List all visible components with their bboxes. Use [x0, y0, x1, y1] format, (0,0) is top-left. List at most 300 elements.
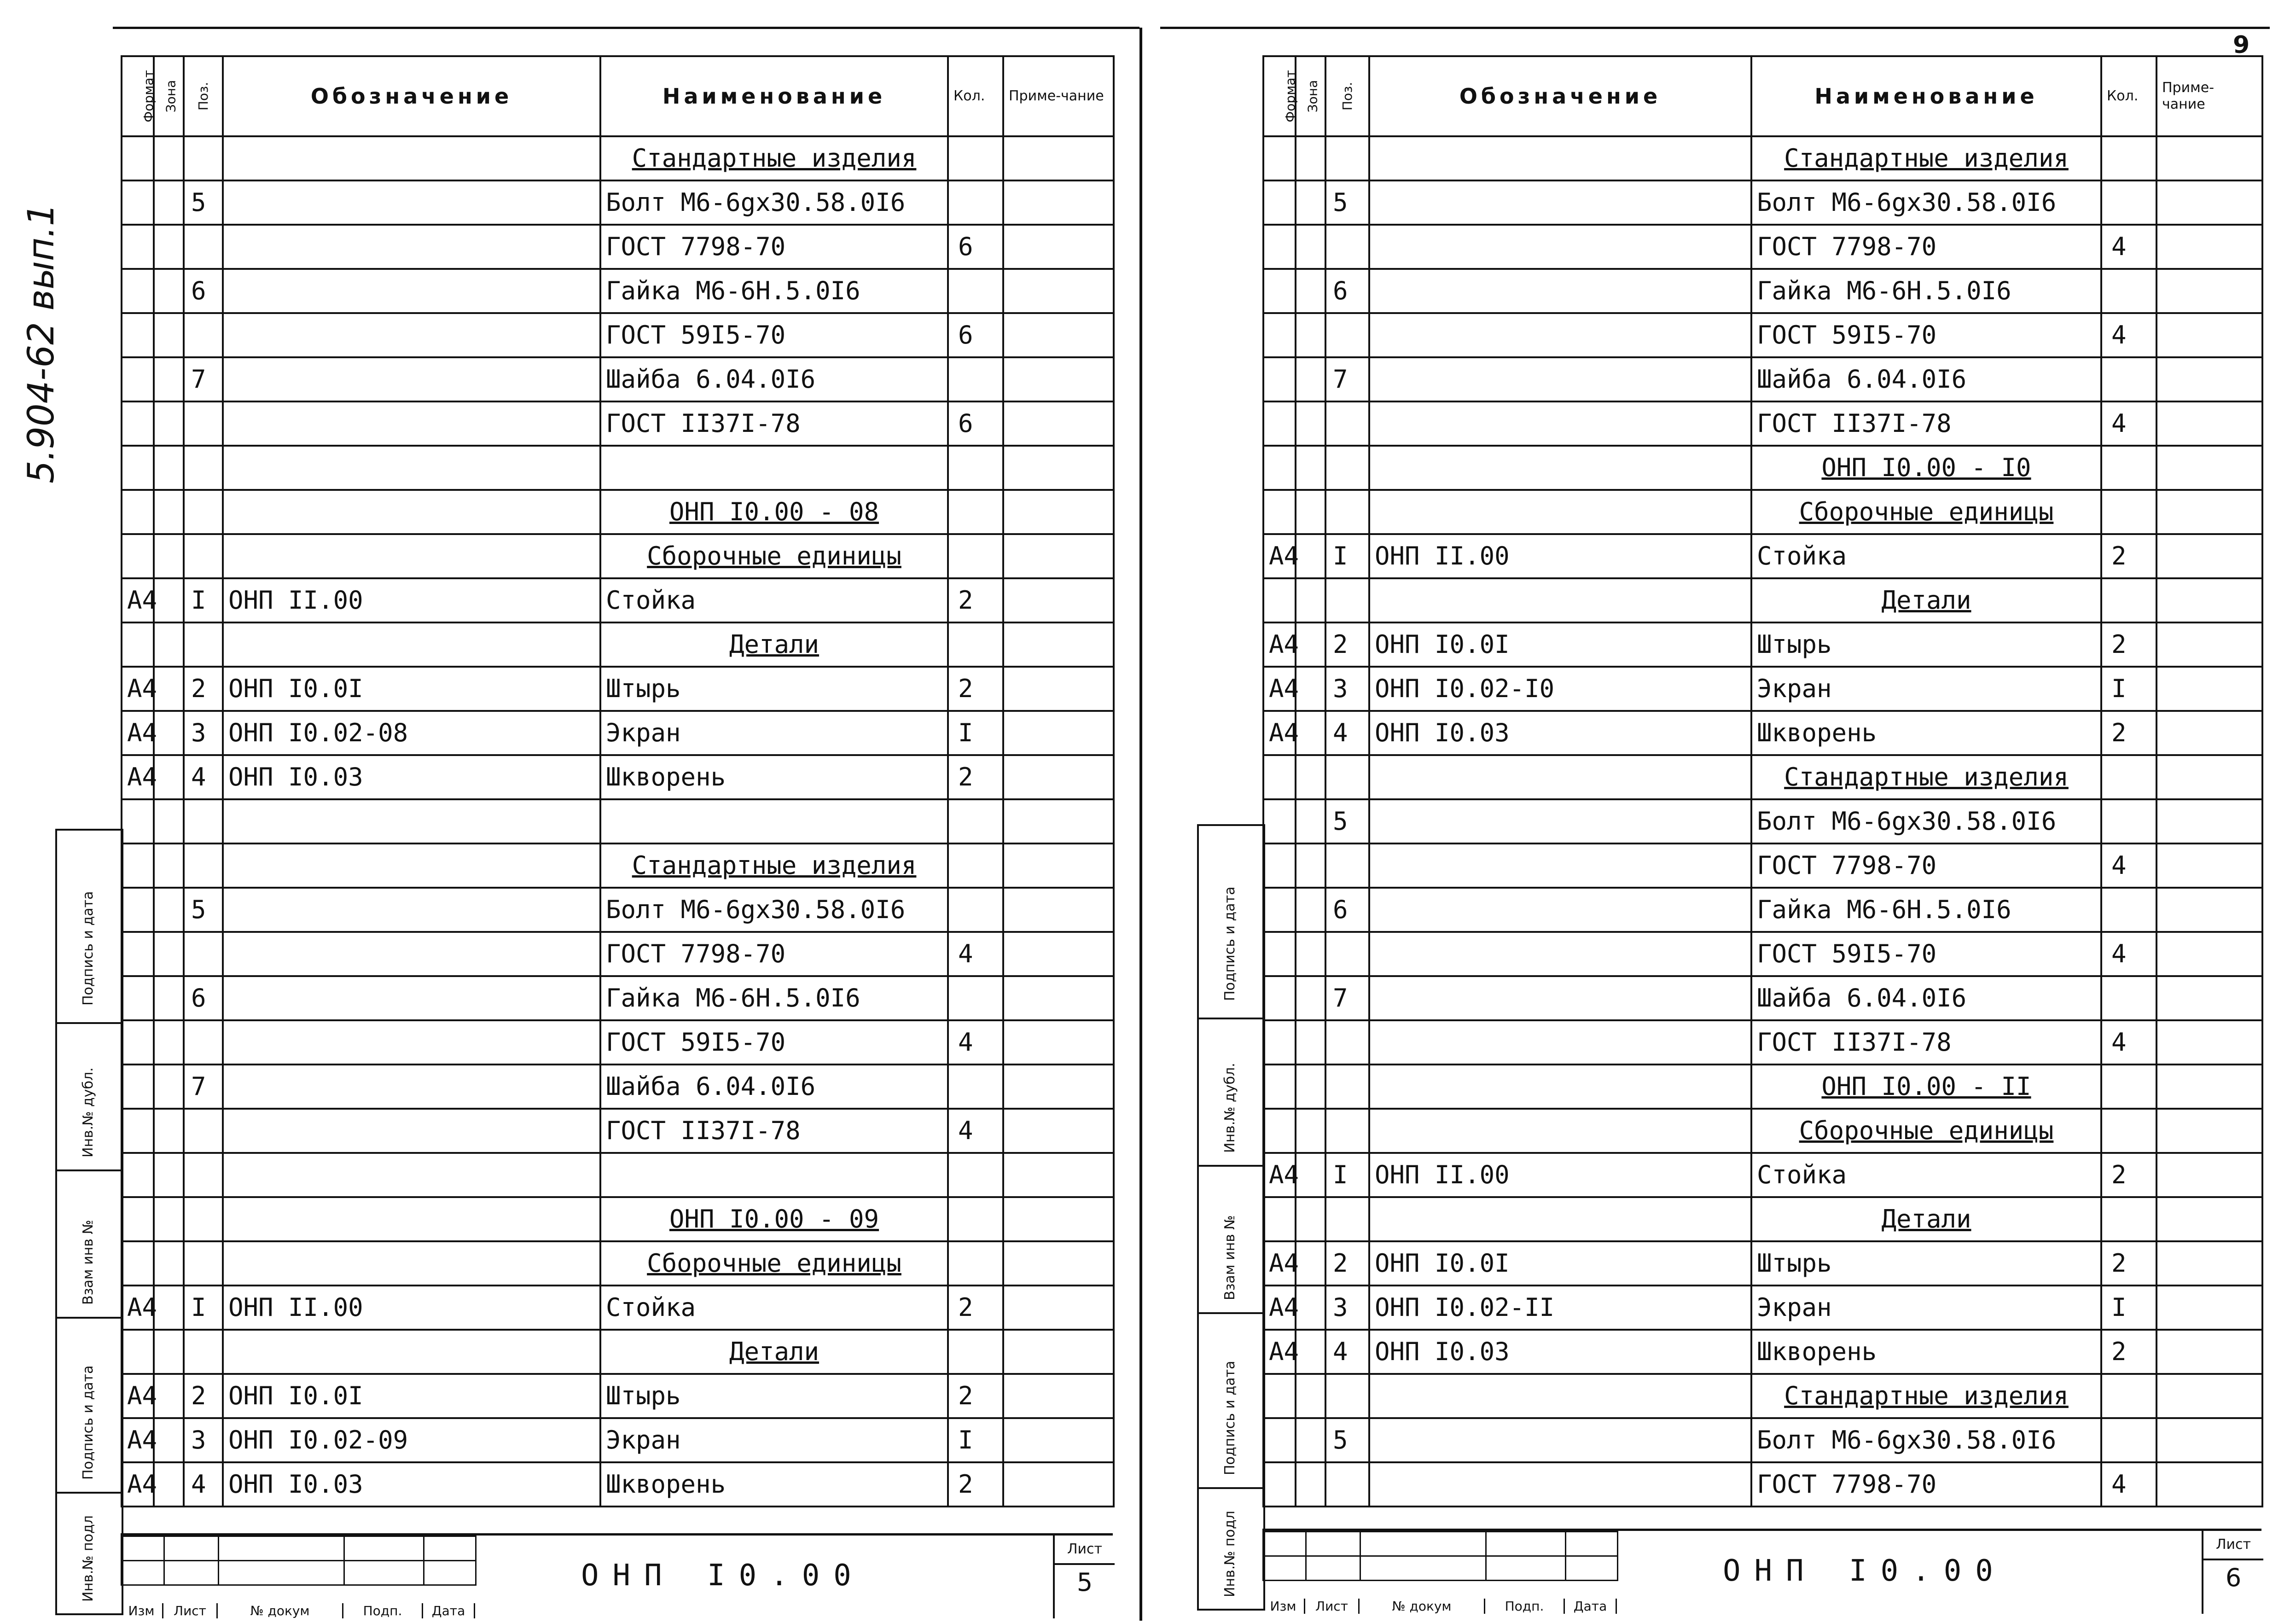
cell-designation: ОНП I0.02-I0	[1369, 667, 1751, 711]
cell-format	[1263, 225, 1296, 269]
cell-name: Детали	[600, 1330, 948, 1374]
cell-designation	[223, 1153, 600, 1197]
side-cell-inv-podl	[57, 1494, 122, 1610]
cell-zone	[1296, 1241, 1325, 1286]
cell-note	[1003, 1241, 1114, 1286]
cell-name: ГОСТ 7798-70	[600, 225, 948, 269]
spec-row	[1263, 180, 2262, 225]
cell-pos: 7	[1325, 976, 1369, 1020]
cell-pos	[1325, 578, 1369, 622]
cell-qty: 6	[948, 225, 1003, 269]
spec-row	[122, 932, 1114, 976]
cell-designation	[223, 1330, 600, 1374]
spec-row	[1263, 136, 2262, 180]
cell-designation	[223, 446, 600, 490]
spec-row	[122, 534, 1114, 578]
cell-note	[2156, 1286, 2262, 1330]
spec-row	[1263, 1330, 2262, 1374]
cell-format	[122, 401, 154, 446]
cell-name: Экран	[1751, 667, 2101, 711]
cell-name	[600, 799, 948, 843]
cell-name: Болт М6-6gx30.58.0I6	[600, 888, 948, 932]
cell-format	[122, 932, 154, 976]
title-block-right	[1262, 1529, 2261, 1614]
cell-designation	[223, 932, 600, 976]
cell-note	[1003, 1374, 1114, 1418]
right-page	[1142, 0, 2296, 1623]
cell-qty	[2101, 269, 2156, 313]
cell-qty	[948, 843, 1003, 888]
stamp-label-izm: Изм	[121, 1603, 163, 1618]
spec-row	[122, 225, 1114, 269]
cell-note	[2156, 711, 2262, 755]
cell-designation	[223, 490, 600, 534]
cell-note	[2156, 1153, 2262, 1197]
cell-note	[2156, 932, 2262, 976]
cell-designation	[1369, 799, 1751, 843]
cell-designation	[1369, 269, 1751, 313]
cell-designation: ОНП I0.02-08	[223, 711, 600, 755]
col-name-header: Наименование	[1751, 56, 2101, 136]
document-code: 5.904-62 вып.1	[21, 203, 62, 483]
cell-name: Гайка М6-6Н.5.0I6	[600, 269, 948, 313]
cell-qty: 6	[948, 313, 1003, 357]
side-cell-vzam-inv	[1199, 1167, 1263, 1314]
cell-zone	[1296, 888, 1325, 932]
cell-zone	[1296, 180, 1325, 225]
cell-qty	[948, 1197, 1003, 1241]
cell-zone	[154, 1065, 184, 1109]
side-cell-sign-date-2	[1199, 1314, 1263, 1489]
cell-format	[122, 1065, 154, 1109]
cell-qty	[948, 357, 1003, 401]
cell-designation	[1369, 136, 1751, 180]
cell-format: А4	[122, 1462, 154, 1507]
cell-designation	[1369, 1374, 1751, 1418]
cell-format	[1263, 843, 1296, 888]
cell-name: Шкворень	[1751, 711, 2101, 755]
cell-pos	[1325, 1462, 1369, 1507]
title-block-left	[121, 1533, 1113, 1618]
cell-zone	[154, 1374, 184, 1418]
cell-note	[2156, 755, 2262, 799]
cell-zone	[154, 136, 184, 180]
cell-name: Экран	[600, 711, 948, 755]
cell-note	[1003, 446, 1114, 490]
cell-pos: 6	[184, 269, 223, 313]
cell-qty: 2	[2101, 711, 2156, 755]
side-label-sign-date-1: Подпись и дата	[1222, 886, 1238, 1001]
cell-name: Стойка	[1751, 534, 2101, 578]
cell-qty	[948, 1241, 1003, 1286]
cell-note	[1003, 976, 1114, 1020]
cell-zone	[1296, 1374, 1325, 1418]
cell-qty	[2101, 799, 2156, 843]
side-label-sign-date-2: Подпись и дата	[1222, 1361, 1238, 1475]
cell-format	[122, 136, 154, 180]
cell-note	[1003, 225, 1114, 269]
col-note-header: Приме-чание	[2156, 56, 2262, 136]
cell-zone	[154, 269, 184, 313]
cell-designation	[1369, 490, 1751, 534]
cell-qty	[948, 136, 1003, 180]
cell-format	[1263, 446, 1296, 490]
cell-format	[122, 843, 154, 888]
cell-name: ГОСТ II37I-78	[600, 401, 948, 446]
side-approval-block	[55, 829, 123, 1615]
cell-zone	[1296, 976, 1325, 1020]
spec-row	[122, 799, 1114, 843]
cell-pos	[184, 1109, 223, 1153]
cell-pos: I	[1325, 1153, 1369, 1197]
cell-format: А4	[122, 755, 154, 799]
cell-designation	[1369, 313, 1751, 357]
cell-zone	[1296, 136, 1325, 180]
cell-pos	[1325, 490, 1369, 534]
cell-note	[1003, 534, 1114, 578]
cell-zone	[1296, 843, 1325, 888]
cell-pos	[184, 843, 223, 888]
cell-format	[1263, 578, 1296, 622]
cell-pos: 5	[1325, 799, 1369, 843]
cell-name: ГОСТ 59I5-70	[600, 313, 948, 357]
cell-name: Гайка М6-6Н.5.0I6	[1751, 269, 2101, 313]
side-label-inv-podl: Инв.№ подл	[1222, 1511, 1238, 1597]
top-right-sheet-number: 9	[2233, 31, 2250, 59]
cell-qty	[948, 1330, 1003, 1374]
spec-row	[122, 578, 1114, 622]
cell-zone	[1296, 1109, 1325, 1153]
cell-qty: 4	[2101, 401, 2156, 446]
spec-table-left	[121, 55, 1115, 1507]
cell-designation	[1369, 357, 1751, 401]
cell-name: ОНП I0.00 - I0	[1751, 446, 2101, 490]
cell-name: Шайба 6.04.0I6	[1751, 357, 2101, 401]
cell-qty	[2101, 755, 2156, 799]
cell-pos	[184, 932, 223, 976]
spec-row	[122, 1153, 1114, 1197]
cell-zone	[154, 711, 184, 755]
cell-name: ГОСТ 7798-70	[1751, 843, 2101, 888]
cell-pos	[1325, 1197, 1369, 1241]
col-designation-header: Обозначение	[223, 56, 600, 136]
cell-format	[122, 313, 154, 357]
cell-pos	[1325, 1065, 1369, 1109]
spec-row	[1263, 888, 2262, 932]
cell-name: ГОСТ II37I-78	[1751, 401, 2101, 446]
stamp-sheet-box	[2202, 1531, 2263, 1614]
cell-format: А4	[122, 1374, 154, 1418]
spec-row	[1263, 799, 2262, 843]
cell-note	[2156, 180, 2262, 225]
cell-designation: ОНП II.00	[1369, 1153, 1751, 1197]
cell-pos	[1325, 313, 1369, 357]
spec-table-right	[1262, 55, 2263, 1507]
cell-zone	[154, 180, 184, 225]
stamp-grid-right	[1262, 1531, 1618, 1581]
cell-note	[1003, 1197, 1114, 1241]
left-page	[0, 0, 1142, 1623]
cell-pos	[1325, 755, 1369, 799]
cell-name: ГОСТ II37I-78	[600, 1109, 948, 1153]
cell-format	[122, 357, 154, 401]
cell-designation: ОНП I0.0I	[223, 667, 600, 711]
spec-row	[122, 269, 1114, 313]
cell-qty: 2	[948, 578, 1003, 622]
cell-qty: I	[2101, 667, 2156, 711]
cell-zone	[154, 667, 184, 711]
stamp-label-doc-no: № докум	[218, 1603, 343, 1618]
cell-zone	[1296, 799, 1325, 843]
cell-pos: 6	[184, 976, 223, 1020]
cell-qty	[948, 799, 1003, 843]
cell-pos	[1325, 1374, 1369, 1418]
cell-zone	[154, 1286, 184, 1330]
cell-note	[2156, 843, 2262, 888]
cell-pos	[184, 534, 223, 578]
col-designation-header: Обозначение	[1369, 56, 1751, 136]
cell-zone	[1296, 1462, 1325, 1507]
cell-format	[122, 534, 154, 578]
cell-name: Стандартные изделия	[600, 843, 948, 888]
cell-name: ГОСТ 7798-70	[1751, 1462, 2101, 1507]
cell-qty	[948, 888, 1003, 932]
cell-name: ГОСТ II37I-78	[1751, 1020, 2101, 1065]
side-label-vzam-inv: Взам инв №	[1222, 1215, 1238, 1300]
cell-name: ОНП I0.00 - 09	[600, 1197, 948, 1241]
col-qty-header: Кол.	[948, 56, 1003, 136]
cell-note	[2156, 136, 2262, 180]
cell-qty: 2	[2101, 1241, 2156, 1286]
cell-zone	[1296, 622, 1325, 667]
cell-qty	[2101, 1065, 2156, 1109]
cell-note	[1003, 622, 1114, 667]
cell-qty	[2101, 888, 2156, 932]
col-pos-header: Поз.	[184, 56, 223, 136]
cell-pos	[184, 1241, 223, 1286]
cell-qty	[2101, 136, 2156, 180]
spec-row	[122, 313, 1114, 357]
spec-row	[122, 401, 1114, 446]
cell-note	[1003, 401, 1114, 446]
col-format-header: Формат	[1263, 56, 1296, 136]
spec-body-left	[122, 136, 1114, 1507]
cell-qty: 4	[948, 932, 1003, 976]
cell-name: Стандартные изделия	[1751, 1374, 2101, 1418]
cell-note	[2156, 1374, 2262, 1418]
cell-qty	[2101, 490, 2156, 534]
cell-designation	[1369, 180, 1751, 225]
cell-zone	[1296, 401, 1325, 446]
spec-row	[122, 1197, 1114, 1241]
spec-row	[1263, 225, 2262, 269]
col-qty-header: Кол.	[2101, 56, 2156, 136]
cell-zone	[154, 1330, 184, 1374]
cell-designation	[223, 357, 600, 401]
spec-row	[122, 1065, 1114, 1109]
cell-note	[1003, 180, 1114, 225]
spec-row	[1263, 976, 2262, 1020]
cell-qty	[2101, 1197, 2156, 1241]
cell-note	[2156, 225, 2262, 269]
spec-row	[1263, 711, 2262, 755]
cell-format: А4	[122, 711, 154, 755]
side-label-inv-podl: Инв.№ подл	[80, 1515, 96, 1602]
cell-name: ГОСТ 59I5-70	[1751, 932, 2101, 976]
cell-format	[1263, 1109, 1296, 1153]
cell-qty: 2	[2101, 1330, 2156, 1374]
cell-pos: 5	[1325, 180, 1369, 225]
cell-qty: 4	[2101, 932, 2156, 976]
stamp-title: ОНП I0.00	[581, 1559, 865, 1593]
cell-name: Болт М6-6gx30.58.0I6	[600, 180, 948, 225]
cell-pos: I	[1325, 534, 1369, 578]
cell-zone	[154, 1020, 184, 1065]
cell-zone	[1296, 932, 1325, 976]
cell-note	[1003, 313, 1114, 357]
cell-zone	[1296, 269, 1325, 313]
side-cell-vzam-inv	[57, 1171, 122, 1319]
cell-pos	[1325, 932, 1369, 976]
cell-designation: ОНП II.00	[223, 1286, 600, 1330]
cell-name: Болт М6-6gx30.58.0I6	[1751, 1418, 2101, 1462]
cell-pos	[1325, 1020, 1369, 1065]
cell-qty	[2101, 976, 2156, 1020]
cell-name: Шкворень	[1751, 1330, 2101, 1374]
cell-pos: 7	[184, 357, 223, 401]
cell-format	[1263, 357, 1296, 401]
cell-name: Стойка	[600, 1286, 948, 1330]
cell-format	[122, 1020, 154, 1065]
cell-qty	[948, 180, 1003, 225]
side-cell-sign-date-1	[57, 831, 122, 1024]
cell-pos	[1325, 136, 1369, 180]
cell-designation	[1369, 401, 1751, 446]
cell-qty	[948, 269, 1003, 313]
cell-pos	[1325, 446, 1369, 490]
cell-qty: I	[948, 711, 1003, 755]
cell-zone	[154, 490, 184, 534]
cell-designation	[1369, 1197, 1751, 1241]
cell-pos	[184, 490, 223, 534]
cell-format: А4	[1263, 1153, 1296, 1197]
cell-name: Болт М6-6gx30.58.0I6	[1751, 180, 2101, 225]
cell-format: А4	[122, 1418, 154, 1462]
cell-zone	[154, 1462, 184, 1507]
cell-designation	[1369, 976, 1751, 1020]
cell-format	[1263, 799, 1296, 843]
cell-qty	[2101, 1418, 2156, 1462]
cell-zone	[154, 1153, 184, 1197]
stamp-title: ОНП I0.00	[1723, 1554, 2007, 1588]
cell-qty	[948, 1065, 1003, 1109]
cell-pos	[1325, 1109, 1369, 1153]
cell-format	[122, 269, 154, 313]
cell-format	[1263, 1418, 1296, 1462]
spec-row	[122, 490, 1114, 534]
cell-designation	[1369, 888, 1751, 932]
cell-note	[2156, 1418, 2262, 1462]
spec-row	[122, 1418, 1114, 1462]
spec-row	[1263, 401, 2262, 446]
cell-zone	[1296, 1065, 1325, 1109]
cell-pos: 7	[184, 1065, 223, 1109]
cell-designation	[223, 1197, 600, 1241]
cell-designation: ОНП II.00	[223, 578, 600, 622]
spec-row	[1263, 1065, 2262, 1109]
spec-row	[122, 1462, 1114, 1507]
cell-designation: ОНП II.00	[1369, 534, 1751, 578]
cell-note	[2156, 1241, 2262, 1286]
cell-qty: 2	[2101, 1153, 2156, 1197]
cell-name: Шайба 6.04.0I6	[600, 1065, 948, 1109]
cell-note	[2156, 888, 2262, 932]
cell-format: А4	[1263, 622, 1296, 667]
spec-row	[122, 843, 1114, 888]
cell-note	[2156, 578, 2262, 622]
cell-format	[1263, 932, 1296, 976]
spec-row	[1263, 1109, 2262, 1153]
cell-designation	[1369, 225, 1751, 269]
stamp-labels-right	[1262, 1599, 1617, 1614]
cell-designation	[223, 269, 600, 313]
cell-name: ОНП I0.00 - 08	[600, 490, 948, 534]
stamp-label-sign: Подп.	[343, 1603, 423, 1618]
cell-name: Стандартные изделия	[1751, 136, 2101, 180]
cell-note	[1003, 136, 1114, 180]
cell-note	[1003, 578, 1114, 622]
cell-designation	[1369, 1462, 1751, 1507]
cell-format: А4	[122, 1286, 154, 1330]
cell-qty: 4	[2101, 1020, 2156, 1065]
cell-qty	[2101, 357, 2156, 401]
cell-name	[600, 1153, 948, 1197]
cell-name: Детали	[1751, 578, 2101, 622]
cell-note	[2156, 357, 2262, 401]
cell-note	[1003, 888, 1114, 932]
cell-qty: 2	[948, 1462, 1003, 1507]
side-cell-inv-dubl	[57, 1024, 122, 1171]
cell-note	[2156, 667, 2262, 711]
cell-note	[2156, 1065, 2262, 1109]
cell-format	[122, 180, 154, 225]
spec-row	[1263, 1462, 2262, 1507]
spec-row	[1263, 1153, 2262, 1197]
cell-format	[122, 1330, 154, 1374]
cell-zone	[1296, 1418, 1325, 1462]
cell-qty	[948, 534, 1003, 578]
cell-pos: 3	[184, 1418, 223, 1462]
side-label-sign-date-2: Подпись и дата	[80, 1365, 96, 1480]
cell-designation	[223, 136, 600, 180]
cell-designation: ОНП I0.02-09	[223, 1418, 600, 1462]
cell-qty	[948, 490, 1003, 534]
col-pos-header: Поз.	[1325, 56, 1369, 136]
cell-designation: ОНП I0.03	[1369, 711, 1751, 755]
cell-name: ГОСТ 59I5-70	[1751, 313, 2101, 357]
cell-designation	[223, 622, 600, 667]
cell-zone	[1296, 1286, 1325, 1330]
cell-designation	[223, 180, 600, 225]
cell-note	[2156, 446, 2262, 490]
cell-designation	[223, 799, 600, 843]
cell-designation	[223, 225, 600, 269]
cell-name: Экран	[600, 1418, 948, 1462]
cell-zone	[154, 534, 184, 578]
cell-qty: I	[2101, 1286, 2156, 1330]
cell-pos: 2	[1325, 1241, 1369, 1286]
cell-zone	[154, 843, 184, 888]
